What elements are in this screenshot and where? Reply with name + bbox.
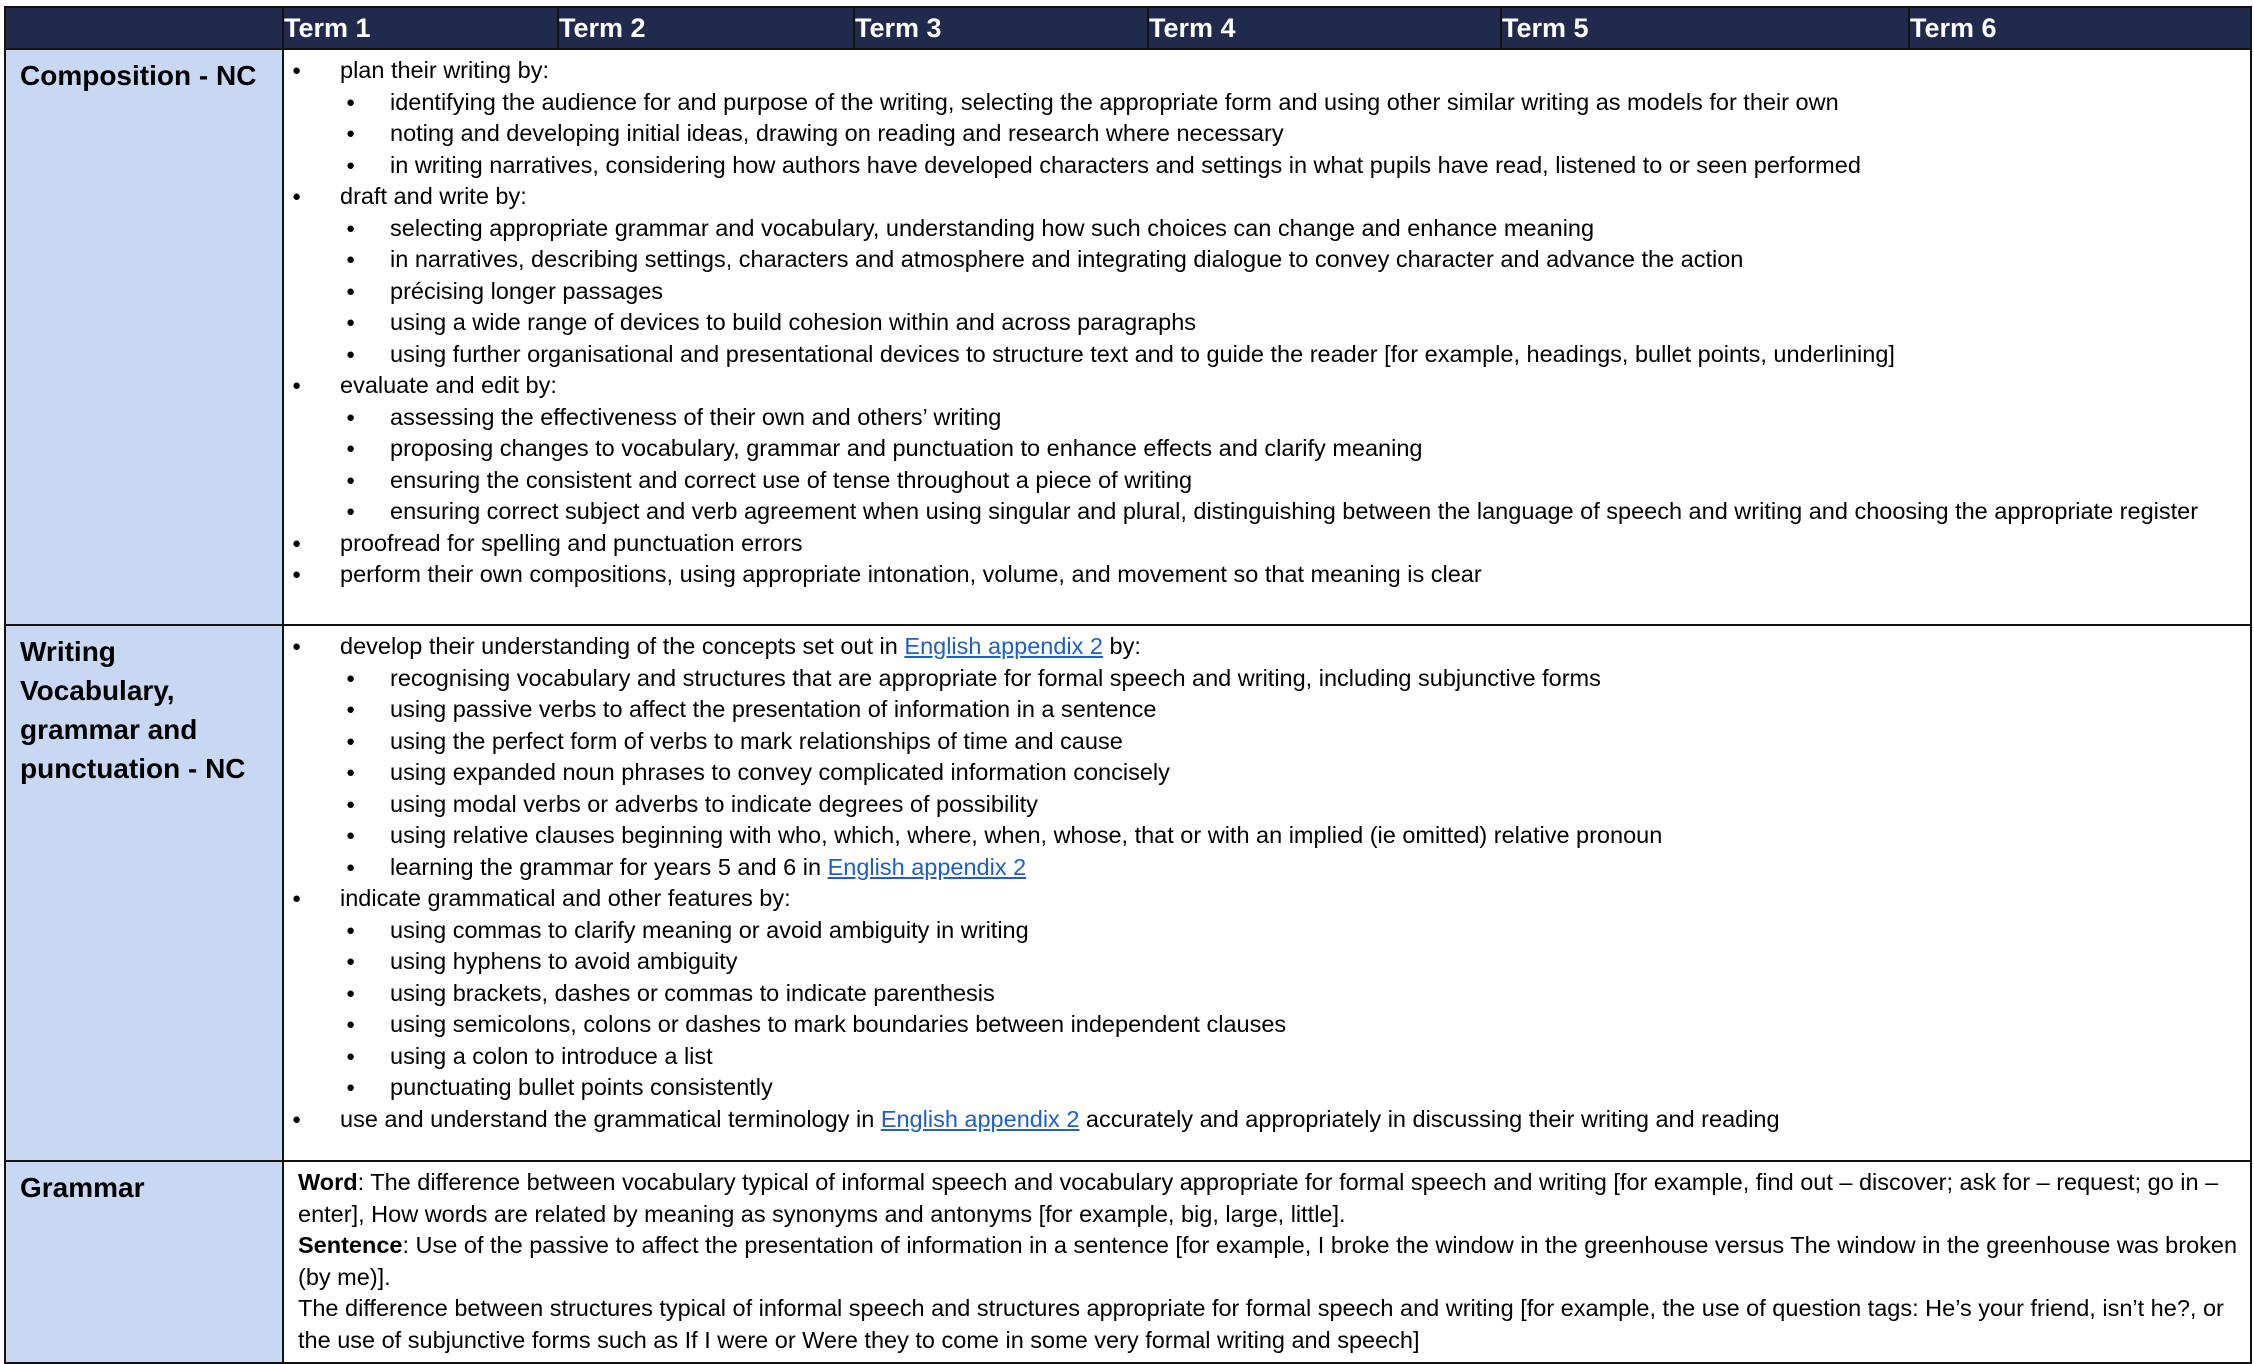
- list-item: ● using passive verbs to affect the presentation of information in a sentence: [340, 694, 2244, 726]
- list-item: ● using relative clauses beginning with who, which, where, when, whose, that or with an implied (ie omitted) relative pronoun: [340, 820, 2244, 852]
- composition-content: [283, 49, 2251, 625]
- vgp-label: Writing Vocabulary, grammar and punctuation - NC: [5, 625, 283, 1161]
- list-item-text: accurately and appropriately in discussing their writing and reading: [1079, 1105, 1780, 1132]
- sub-list: [340, 915, 2244, 1104]
- term-6-header: Term 6: [1909, 7, 2251, 49]
- list-item: ● selecting appropriate grammar and vocabulary, understanding how such choices can change and enhance meaning: [340, 213, 2244, 245]
- sentence-label: Sentence: [298, 1232, 403, 1258]
- grammar-word-paragraph: [290, 1167, 2244, 1230]
- list-item: ● ensuring the consistent and correct use of tense throughout a piece of writing: [340, 465, 2244, 497]
- english-appendix-link[interactable]: English appendix 2: [880, 1105, 1080, 1132]
- grammar-extra-paragraph: The difference between structures typical of informal speech and structures appropriate for formal speech and writing [for example, the use of question tags: He’s your friend, isn’t he?, or the use of subjunctive forms such as If I were or Were they to come in some very formal writing and speech]: [298, 1295, 2224, 1353]
- list-item-text: learning the grammar for years 5 and 6 in: [390, 853, 828, 880]
- word-text: : The difference between vocabulary typical of informal speech and vocabulary appropriate for formal speech and writing [for example, find out – discover; ask for – request; go in – enter], How words are related by meaning as synonyms and antonyms [for example, big, large, little].: [298, 1169, 2219, 1227]
- english-appendix-link[interactable]: English appendix 2: [904, 633, 1103, 659]
- sub-list: [340, 663, 2244, 884]
- list-item: ● using modal verbs or adverbs to indicate degrees of possibility: [340, 789, 2244, 821]
- list-item: ● using brackets, dashes or commas to indicate parenthesis: [340, 978, 2244, 1010]
- list-item: ● assessing the effectiveness of their own and others’ writing: [340, 402, 2244, 434]
- list-item: [340, 852, 2244, 884]
- list-item-text: indicate grammatical and other features by:: [340, 885, 791, 911]
- grammar-label: Grammar: [5, 1161, 283, 1363]
- list-item: ● using semicolons, colons or dashes to mark boundaries between independent clauses: [340, 1009, 2244, 1041]
- grammar-sentence-paragraph: [290, 1230, 2244, 1293]
- list-item-text: by:: [1102, 633, 1141, 659]
- list-item: ● perform their own compositions, using appropriate intonation, volume, and movement so that meaning is clear: [290, 559, 2244, 591]
- list-item: ● using further organisational and presentational devices to structure text and to guide the reader [for example, headings, bullet points, underlining]: [340, 339, 2244, 371]
- terms-header-row: [5, 7, 2251, 49]
- vgp-content: [283, 625, 2251, 1161]
- term-1-header: Term 1: [283, 7, 558, 49]
- sub-list: [340, 402, 2244, 528]
- list-item: [290, 55, 2244, 181]
- list-item: ● using a colon to introduce a list: [340, 1041, 2244, 1073]
- curriculum-table: [4, 6, 2252, 1364]
- list-item: ● ensuring correct subject and verb agreement when using singular and plural, distinguishing between the language of speech and writing and choosing the appropriate register: [340, 496, 2244, 528]
- list-item: ● noting and developing initial ideas, drawing on reading and research where necessary: [340, 118, 2244, 150]
- sentence-text: : Use of the passive to affect the presentation of information in a sentence [for example, I broke the window in the greenhouse versus The window in the greenhouse was broken (by me)].: [298, 1232, 2238, 1290]
- list-item: ● précising longer passages: [340, 276, 2244, 308]
- list-item: ● recognising vocabulary and structures that are appropriate for formal speech and writing, including subjunctive forms: [340, 663, 2244, 695]
- list-item: ● using hyphens to avoid ambiguity: [340, 946, 2244, 978]
- list-item-text: draft and write by:: [340, 183, 527, 209]
- english-appendix-link[interactable]: English appendix 2: [827, 853, 1027, 880]
- composition-list: [290, 55, 2244, 591]
- list-item: ● using the perfect form of verbs to mark relationships of time and cause: [340, 726, 2244, 758]
- header-corner: [5, 7, 283, 49]
- sub-list: [340, 213, 2244, 371]
- grammar-content: [283, 1161, 2251, 1363]
- list-item: ● identifying the audience for and purpose of the writing, selecting the appropriate form and using other similar writing as models for their own: [340, 87, 2244, 119]
- list-item: [290, 631, 2244, 883]
- word-label: Word: [298, 1169, 358, 1195]
- composition-row: [5, 49, 2251, 625]
- list-item-text: develop their understanding of the concepts set out in: [340, 633, 905, 659]
- vgp-row: [5, 625, 2251, 1161]
- vgp-list: [290, 631, 2244, 1135]
- list-item-text: use and understand the grammatical terminology in: [340, 1105, 881, 1132]
- list-item: ● using expanded noun phrases to convey complicated information concisely: [340, 757, 2244, 789]
- list-item: ● proposing changes to vocabulary, grammar and punctuation to enhance effects and clarify meaning: [340, 433, 2244, 465]
- list-item: ● punctuating bullet points consistently: [340, 1072, 2244, 1104]
- term-2-header: Term 2: [558, 7, 854, 49]
- list-item: [290, 370, 2244, 528]
- list-item: ● proofread for spelling and punctuation errors: [290, 528, 2244, 560]
- sub-list: [340, 87, 2244, 182]
- list-item: ● in writing narratives, considering how authors have developed characters and settings in what pupils have read, listened to or seen performed: [340, 150, 2244, 182]
- list-item-text: plan their writing by:: [340, 57, 549, 83]
- composition-label: Composition - NC: [5, 49, 283, 625]
- list-item: [290, 181, 2244, 370]
- list-item: ● using commas to clarify meaning or avoid ambiguity in writing: [340, 915, 2244, 947]
- list-item: ● in narratives, describing settings, characters and atmosphere and integrating dialogue to convey character and advance the action: [340, 244, 2244, 276]
- list-item-text: evaluate and edit by:: [340, 372, 557, 398]
- term-5-header: Term 5: [1501, 7, 1909, 49]
- list-item: ● using a wide range of devices to build cohesion within and across paragraphs: [340, 307, 2244, 339]
- list-item: [290, 1104, 2244, 1136]
- term-4-header: Term 4: [1148, 7, 1501, 49]
- term-3-header: Term 3: [854, 7, 1148, 49]
- list-item: [290, 883, 2244, 1104]
- grammar-row: [5, 1161, 2251, 1363]
